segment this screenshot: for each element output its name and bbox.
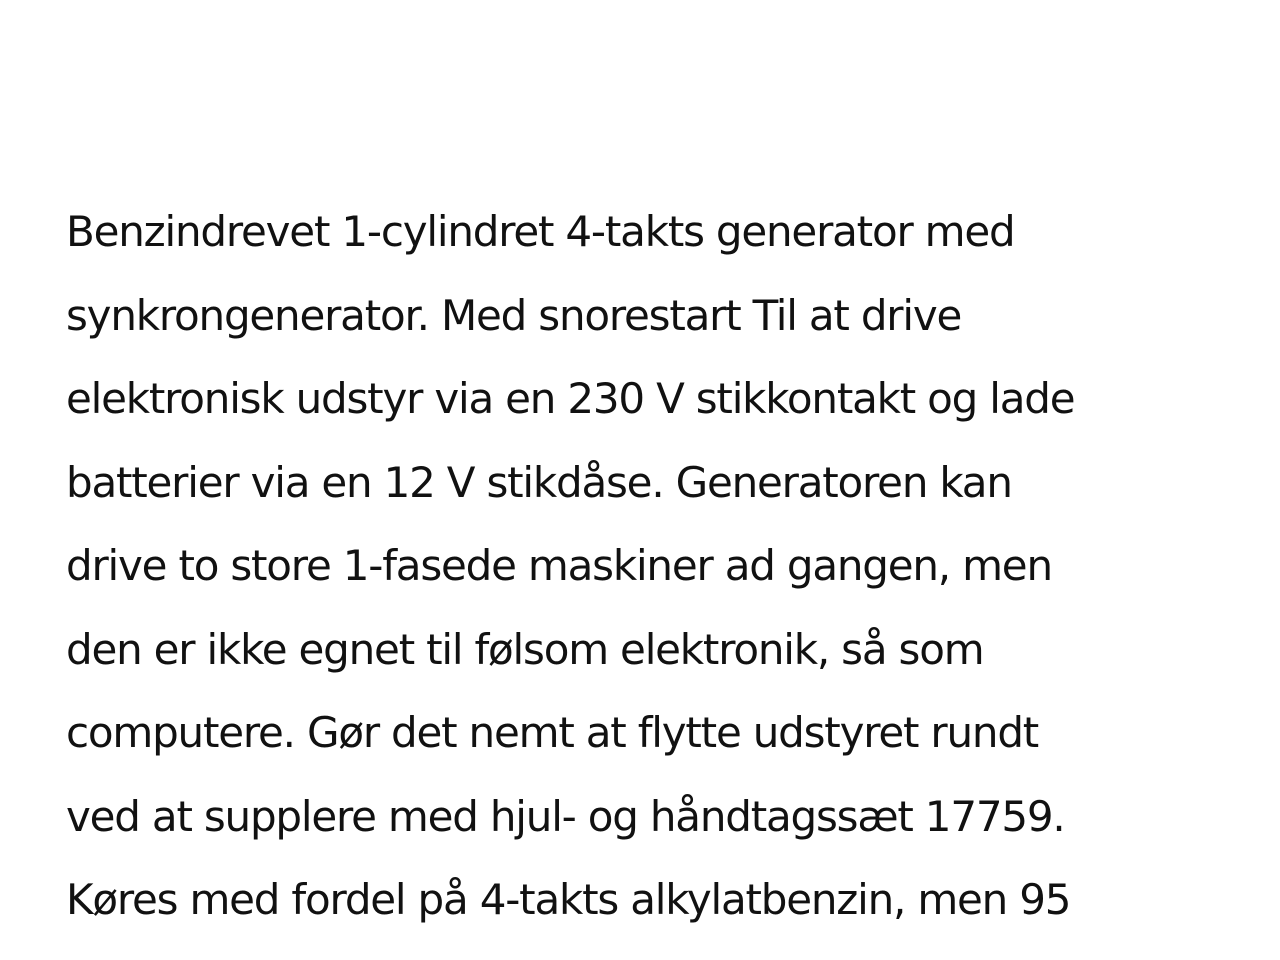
description-line: ved at supplere med hjul- og håndtagssæt 17759.	[66, 791, 1065, 841]
product-description	[66, 190, 1280, 942]
description-line: Benzindrevet 1-cylindret 4-takts generator med	[66, 207, 1015, 256]
description-line: elektronisk udstyr via en 230 V stikkontakt og lade	[66, 374, 1075, 423]
description-line: synkrongenerator. Med snorestart Til at drive	[66, 290, 962, 340]
description-line: den er ikke egnet til følsom elektronik, så som	[66, 624, 984, 674]
description-line: batterier via en 12 V stikdåse. Generatoren kan	[66, 457, 1012, 507]
description-line: Køres med fordel på 4-takts alkylatbenzin, men 95	[66, 875, 1071, 924]
description-line: computere. Gør det nemt at flytte udstyret rundt	[66, 708, 1039, 757]
description-line: drive to store 1-fasede maskiner ad gangen, men	[66, 541, 1052, 590]
